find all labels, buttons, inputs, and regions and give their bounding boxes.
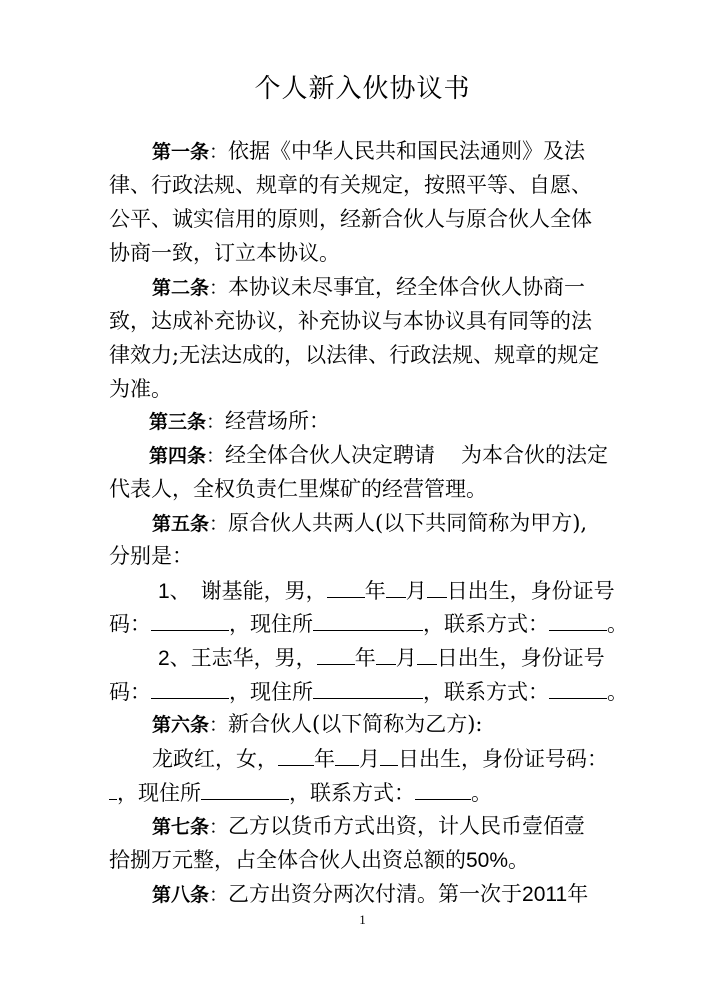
article-4-text-1b: 为本合伙的法定 xyxy=(461,443,609,467)
label-colon: ： xyxy=(209,884,229,906)
contact-blank xyxy=(415,777,471,800)
article-3-label: 第三条 xyxy=(149,411,207,433)
birth-day-blank xyxy=(417,642,437,665)
address-blank xyxy=(201,777,289,800)
article-1-line-3: 公平、诚实信用的原则，经新合伙人与原合伙人全体 xyxy=(109,207,592,231)
article-3-line-1 xyxy=(149,406,330,437)
contact-label: ，联系方式： xyxy=(289,781,415,805)
partner-2-name: 王志华，男， xyxy=(190,646,317,670)
article-6-text-1: 新合伙人(以下简称为乙方): xyxy=(228,712,483,736)
document-title: 个人新入伙协议书 xyxy=(254,74,471,104)
line-end: 。 xyxy=(471,781,492,805)
contact-label: ，联系方式： xyxy=(423,612,549,636)
article-7-text-2a: 拾捌万元整，占全体合伙人出资总额的 xyxy=(109,848,466,872)
partner-2-line-1 xyxy=(158,642,605,674)
address-blank xyxy=(313,676,423,699)
year-label: 年 xyxy=(364,579,386,603)
contact-label: ，联系方式： xyxy=(423,680,549,704)
month-label: 月 xyxy=(395,646,417,670)
article-2-line-1 xyxy=(152,272,585,303)
id-number-label: 码： xyxy=(109,680,151,704)
day-and-id-label: 日出生，身份证号码： xyxy=(398,747,608,771)
article-4-line-1 xyxy=(149,440,608,471)
article-2-label: 第二条 xyxy=(152,277,210,299)
article-7-text-2c: 。 xyxy=(508,848,530,872)
article-5-text-1: 原合伙人共两人(以下共同简称为甲方), xyxy=(228,511,588,535)
label-colon: ： xyxy=(209,714,229,736)
article-5-line-1 xyxy=(152,508,587,539)
birth-month-blank xyxy=(386,575,406,598)
article-6-line-1 xyxy=(152,709,483,740)
label-colon: ： xyxy=(209,277,229,299)
birth-year-blank xyxy=(278,743,314,766)
article-7-line-1 xyxy=(152,811,585,842)
contact-blank xyxy=(549,676,607,699)
article-6-label: 第六条 xyxy=(152,714,210,736)
day-and-id-label: 日出生，身份证号 xyxy=(446,579,615,603)
article-7-line-2 xyxy=(109,845,529,876)
partner-1-line-1 xyxy=(158,575,615,607)
article-1-text-1: 依据《中华人民共和国民法通则》及法 xyxy=(228,139,586,163)
birth-day-blank xyxy=(427,575,447,598)
article-4-line-2: 代表人，全权负责仁里煤矿的经营管理。 xyxy=(109,477,487,501)
birth-month-blank xyxy=(335,743,359,766)
address-blank xyxy=(313,608,423,631)
article-1-line-2: 律、行政法规、规章的有关规定，按照平等、自愿、 xyxy=(109,173,592,197)
address-label: ，现住所 xyxy=(229,612,313,636)
id-number-blank xyxy=(151,608,229,631)
partner-2-number: 2、 xyxy=(158,647,191,670)
year-label: 年 xyxy=(354,646,376,670)
label-colon: ： xyxy=(209,141,229,163)
line-end: 。 xyxy=(607,680,628,704)
partner-1-name: 谢基能，男， xyxy=(200,579,327,603)
partner-1-line-2 xyxy=(109,608,628,639)
article-8-line-1 xyxy=(152,879,588,910)
month-label: 月 xyxy=(359,747,380,771)
new-partner-line-1 xyxy=(152,743,608,774)
birth-year-blank xyxy=(327,575,365,598)
page-number: 1 xyxy=(359,912,366,927)
article-5-line-2: 分别是： xyxy=(109,544,193,568)
label-colon: ： xyxy=(209,513,229,535)
article-4-label: 第四条 xyxy=(149,445,207,467)
article-4-text-1a: 经全体合伙人决定聘请 xyxy=(225,443,436,467)
contact-blank xyxy=(549,608,607,631)
partner-2-line-2 xyxy=(109,676,628,707)
year-label: 年 xyxy=(314,747,335,771)
article-7-text-1: 乙方以货币方式出资，计人民币壹佰壹 xyxy=(228,814,586,838)
partner-1-number: 1、 xyxy=(158,580,191,603)
article-2-text-1: 本协议未尽事宜，经全体合伙人协商一 xyxy=(228,275,586,299)
article-7-label: 第七条 xyxy=(152,816,210,838)
birth-day-blank xyxy=(380,743,398,766)
article-1-line-1 xyxy=(152,136,585,167)
address-label: ，现住所 xyxy=(229,680,313,704)
article-2-line-3: 律效力;无法达成的，以法律、行政法规、规章的规定 xyxy=(109,343,600,367)
label-colon: ： xyxy=(206,445,226,467)
new-partner-line-2 xyxy=(109,777,492,808)
day-and-id-label: 日出生，身份证号 xyxy=(436,646,605,670)
capital-share-percent: 50% xyxy=(466,849,509,872)
birth-year-blank xyxy=(317,642,355,665)
label-colon: ： xyxy=(209,816,229,838)
article-2-line-2: 致，达成补充协议，补充协议与本协议具有同等的法 xyxy=(109,309,592,333)
birth-month-blank xyxy=(376,642,396,665)
month-label: 月 xyxy=(405,579,427,603)
id-number-blank xyxy=(151,676,229,699)
id-number-label: 码： xyxy=(109,612,151,636)
article-1-line-4: 协商一致，订立本协议。 xyxy=(109,241,340,265)
article-2-line-4: 为准。 xyxy=(109,377,172,401)
id-number-blank xyxy=(109,777,117,800)
article-8-label: 第八条 xyxy=(152,884,210,906)
article-8-text-1a: 乙方出资分两次付清。第一次于 xyxy=(228,882,523,906)
address-label: ，现住所 xyxy=(117,781,201,805)
line-end: 。 xyxy=(607,612,628,636)
article-8-text-1c: 年 xyxy=(567,882,589,906)
payment-year: 2011 xyxy=(522,883,568,906)
new-partner-name: 龙政红，女， xyxy=(152,747,278,771)
article-5-label: 第五条 xyxy=(152,513,210,535)
article-1-label: 第一条 xyxy=(152,141,210,163)
label-colon: ： xyxy=(206,411,226,433)
article-3-text-1: 经营场所： xyxy=(225,409,331,433)
